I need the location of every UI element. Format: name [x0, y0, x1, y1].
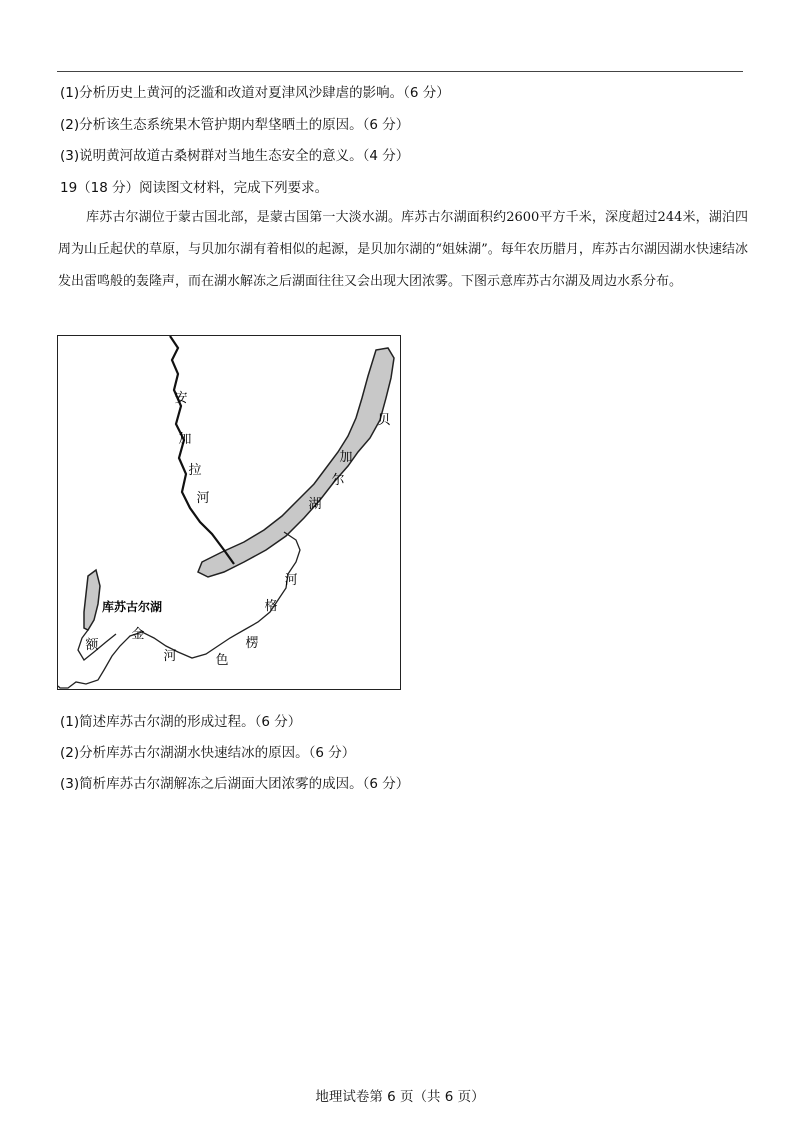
question-19-header: 19（18 分）阅读图文材料，完成下列要求。	[60, 180, 329, 196]
map-drawing	[58, 336, 402, 691]
top-rule	[57, 71, 743, 72]
label-egiin-3: 河	[163, 648, 177, 663]
label-angara-1: 安	[174, 390, 188, 405]
label-selenga-3: 楞	[245, 635, 259, 650]
angara-river	[170, 336, 234, 564]
question-19-1: (1)简述库苏古尔湖的形成过程。（6 分）	[60, 714, 302, 730]
label-khuvsgul: 库苏古尔湖	[102, 600, 163, 614]
khuvsgul-lake	[84, 570, 100, 630]
label-angara-2: 加	[178, 431, 192, 446]
label-egiin-2: 金	[131, 626, 145, 641]
label-selenga-1: 河	[284, 572, 298, 587]
question-19-3: (3)简析库苏古尔湖解冻之后湖面大团浓雾的成因。（6 分）	[60, 776, 410, 792]
lake-map	[57, 335, 401, 690]
passage	[58, 202, 748, 298]
question-2-prev: (2)分析该生态系统果木管护期内犁垡晒土的原因。（6 分）	[60, 117, 410, 133]
label-baikal-2: 加	[339, 449, 353, 464]
label-baikal-4: 湖	[308, 496, 322, 511]
label-selenga-2: 格	[264, 598, 278, 613]
label-egiin-1: 额	[85, 637, 99, 652]
baikal-lake	[198, 348, 394, 577]
question-1-prev: (1)分析历史上黄河的泛滥和改道对夏津风沙肆虐的影响。（6 分）	[60, 85, 450, 101]
question-3-prev: (3)说明黄河故道古桑树群对当地生态安全的意义。（4 分）	[60, 148, 410, 164]
label-baikal-3: 尔	[331, 472, 345, 487]
page-footer: 地理试卷第 6 页（共 6 页）	[315, 1089, 485, 1105]
label-selenga-4: 色	[215, 652, 229, 667]
label-baikal-1: 贝	[377, 412, 391, 427]
question-19-2: (2)分析库苏古尔湖湖水快速结冰的原因。（6 分）	[60, 745, 356, 761]
label-angara-3: 拉	[188, 462, 202, 477]
label-angara-4: 河	[196, 490, 210, 505]
passage-text: 库苏古尔湖位于蒙古国北部，是蒙古国第一大淡水湖。库苏古尔湖面积约2600平方千米，深度超过244米，湖泊四周为山丘起伏的草原，与贝加尔湖有着相似的起源，是贝加尔湖的“姐妹湖”。每年农历腊月，库苏古尔湖因湖水快速结冰发出雷鸣般的轰隆声，而在湖水解冻之后湖面往往又会出现大团浓雾。下图示意库苏古尔湖及周边水系分布。	[58, 210, 748, 289]
